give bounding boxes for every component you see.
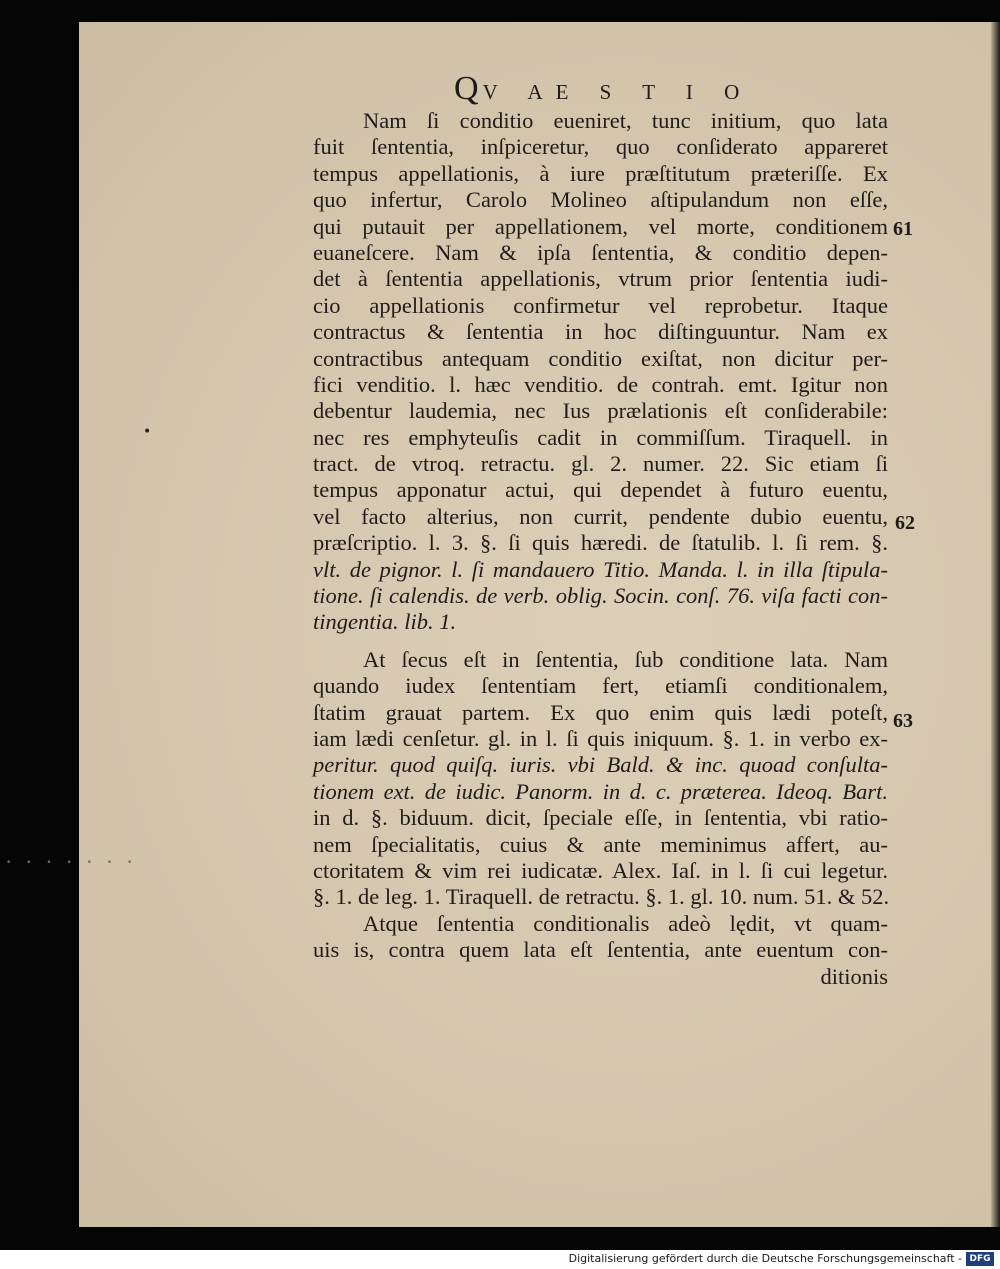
margin-note-62: 62 xyxy=(895,512,915,534)
text-line: det à ſententia appellationis, vtrum prior ſententia iudi- xyxy=(313,266,888,292)
margin-note-61: 61 xyxy=(893,218,913,240)
text-line: iam lædi cenſetur. gl. in l. ſi quis iniquum. §. 1. in verbo ex- xyxy=(313,725,888,751)
margin-note-63: 63 xyxy=(893,710,913,732)
text-line: in d. §. biduum. dicit, ſpeciale eſſe, in ſententia, vbi ratio- xyxy=(313,805,888,831)
text-line: nem ſpecialitatis, cuius & ante meminimus affert, au- xyxy=(313,831,888,857)
running-head xyxy=(454,70,752,108)
text-line: contractibus antequam conditio exiſtat, non dicitur per- xyxy=(313,345,888,371)
text-line: nec res emphyteuſis cadit in commiſſum. Tiraquell. in xyxy=(313,424,888,450)
text-line: præſcriptio. l. 3. §. ſi quis hæredi. de ſtatulib. l. ſi rem. §. xyxy=(313,530,888,556)
text-line: tempus appellationis, à iure præſtitutum præteriſſe. Ex xyxy=(313,160,888,186)
text-line: tingentia. lib. 1. xyxy=(313,609,457,635)
text-line: ctoritatem & vim rei iudicatæ. Alex. Iaſ. in l. ſi cui legetur. xyxy=(313,857,888,883)
text-line: euaneſcere. Nam & ipſa ſententia, & conditio depen- xyxy=(313,239,888,265)
text-line: §. 1. de leg. 1. Tiraquell. de retractu. §. 1. gl. 10. num. 51. & 52. xyxy=(313,884,890,910)
dfg-logo: DFG xyxy=(966,1252,994,1266)
text-line: cio appellationis confirmetur vel reprobetur. Itaque xyxy=(313,292,888,318)
margin-dot: • xyxy=(143,424,152,440)
text-line: ſtatim grauat partem. Ex quo enim quis lædi poteſt, xyxy=(313,699,888,725)
text-line: At ſecus eſt in ſententia, ſub conditione lata. Nam xyxy=(363,646,888,672)
text-line: Nam ſi conditio eueniret, tunc initium, quo lata xyxy=(363,108,888,133)
text-line: vel facto alterius, non currit, pendente dubio euentu, xyxy=(313,503,888,529)
text-line: peritur. quod quiſq. iuris. vbi Bald. & inc. quoad conſulta- xyxy=(313,752,888,778)
text-line: debentur laudemia, nec Ius prælationis eſt conſiderabile: xyxy=(313,398,888,424)
body-text xyxy=(313,108,888,990)
text-line: uis is, contra quem lata eſt ſententia, ante euentum con- xyxy=(313,937,888,963)
text-line: fici venditio. l. hæc venditio. de contrah. emt. Igitur non xyxy=(313,371,888,397)
text-line: fuit ſententia, inſpiceretur, quo conſiderato appareret xyxy=(313,134,888,160)
text-line: tione. ſi calendis. de verb. oblig. Socin. conſ. 76. viſa facti con- xyxy=(313,583,888,609)
paragraph-gap xyxy=(313,636,888,647)
text-line: tract. de vtroq. retractu. gl. 2. numer. 22. Sic etiam ſi xyxy=(313,451,888,477)
running-head-initial: Q xyxy=(454,70,483,107)
catchword: ditionis xyxy=(820,963,888,989)
text-line: qui putauit per appellationem, vel morte, conditionem xyxy=(313,213,888,239)
text-line: quando iudex ſententiam fert, etiamſi conditionalem, xyxy=(313,673,888,699)
text-line: tionem ext. de iudic. Panorm. in d. c. præterea. Ideoq. Bart. xyxy=(313,778,888,804)
footer-credit: Digitalisierung gefördert durch die Deutsche Forschungsgemeinschaft - xyxy=(568,1252,962,1265)
gutter-marks: • • • • • • • xyxy=(6,858,139,868)
text-line: quo infertur, Carolo Molineo aſtipulandum non eſſe, xyxy=(313,187,888,213)
text-line: Atque ſententia conditionalis adeò lędit, vt quam- xyxy=(363,910,888,936)
running-head-rest: V AE S T I O xyxy=(482,80,753,104)
text-line: vlt. de pignor. l. ſi mandauero Titio. Manda. l. in illa ſtipula- xyxy=(313,556,888,582)
text-line: tempus apponatur actui, qui dependet à futuro euentu, xyxy=(313,477,888,503)
text-line: contractus & ſententia in hoc diſtinguuntur. Nam ex xyxy=(313,319,888,345)
page-edge xyxy=(991,22,1000,1227)
footer-bar xyxy=(0,1250,1000,1269)
